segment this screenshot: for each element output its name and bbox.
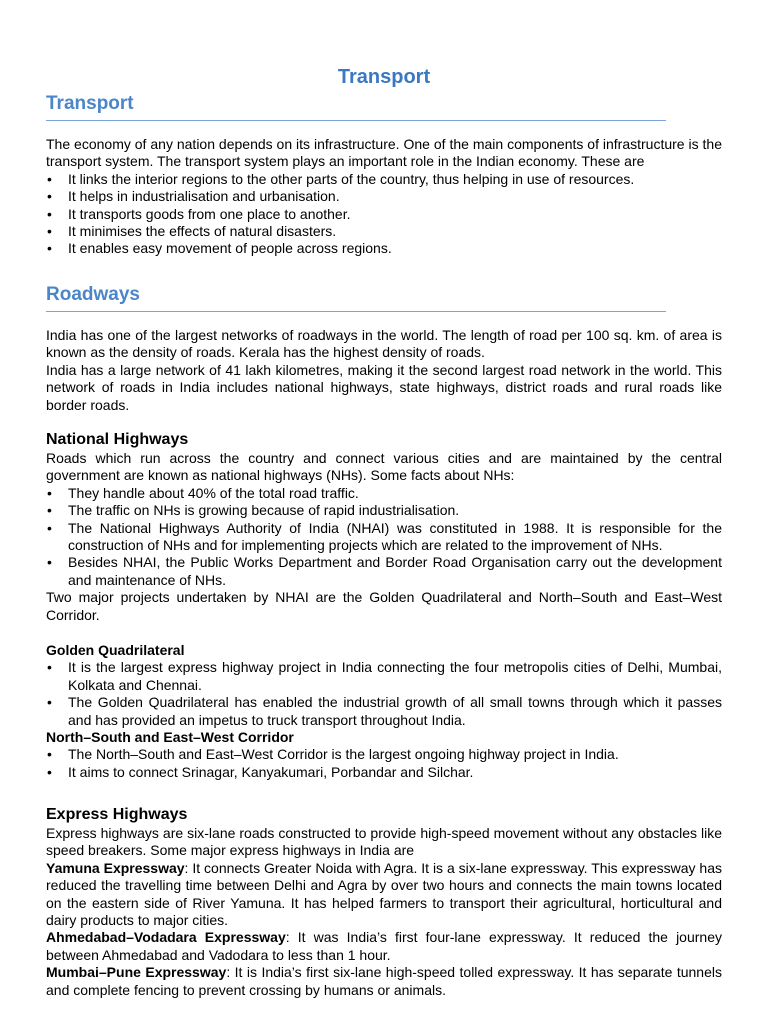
list-item: • They handle about 40% of the total road traffic. (46, 485, 722, 502)
document-title: Transport (337, 66, 431, 88)
list-item: • It transports goods from one place to another. (46, 206, 722, 223)
expressway-name: Mumbai–Pune Expressway (46, 964, 227, 981)
roadways-paragraph-2: India has a large network of 41 lakh kilometres, making it the second largest road network in the world. This network of roads in India includes national highways, state highways, district roads and rural roads like border roads. (46, 361, 722, 413)
transport-bullet-list (46, 171, 722, 258)
golden-quadrilateral-heading: Golden Quadrilateral (46, 642, 185, 658)
national-highways-bullet-list (46, 485, 722, 589)
corridor-bullet-list (46, 746, 722, 781)
express-highways-intro: Express highways are six-lane roads constructed to provide high-speed movement without any obstacles like speed breakers. Some major express highways in India are (46, 825, 722, 859)
corridor-heading: North–South and East–West Corridor (46, 729, 294, 746)
list-item: • It enables easy movement of people across regions. (46, 240, 722, 257)
list-item: • Besides NHAI, the Public Works Department and Border Road Organisation carry out the development and maintenance of NHs. (46, 554, 722, 589)
expressway-name: Yamuna Expressway (46, 859, 185, 876)
expressway-ahmedabad-vadodara (46, 929, 722, 964)
list-item: • It helps in industrialisation and urbanisation. (46, 188, 722, 205)
list-item: • It links the interior regions to the other parts of the country, thus helping in use of resources. (46, 171, 722, 188)
expressway-description: : It is India’s first six-lane high-speed tolled expressway. It has separate tunnels and complete fencing to prevent crossing by humans or animals. (46, 964, 722, 998)
expressway-yamuna (46, 860, 722, 930)
list-item: • The North–South and East–West Corridor is the largest ongoing highway project in India. (46, 746, 722, 763)
express-highways-section (46, 805, 722, 999)
transport-heading: Transport (46, 93, 666, 121)
golden-quadrilateral-section (46, 642, 722, 781)
list-item: • The traffic on NHs is growing because of rapid industrialisation. (46, 502, 722, 519)
expressway-mumbai-pune (46, 964, 722, 999)
expressway-description: : It connects Greater Noida with Agra. It is a six-lane expressway. This expressway has reduced the travelling time between Delhi and Agra by over two hours and connects the main towns located on the eastern side of River Yamuna. It has helped farmers to transport their agricultural, horticultural and dairy products to major cities. (46, 859, 722, 929)
list-item: • It minimises the effects of natural disasters. (46, 223, 722, 240)
roadways-section (46, 284, 722, 414)
list-item: • It is the largest express highway project in India connecting the four metropolis cities of Delhi, Mumbai, Kolkata and Chennai. (46, 659, 722, 694)
national-highways-section (46, 430, 722, 624)
list-item: • It aims to connect Srinagar, Kanyakumari, Porbandar and Silchar. (46, 764, 722, 781)
list-item: • The Golden Quadrilateral has enabled the industrial growth of all small towns through which it passes and has provided an impetus to truck transport throughout India. (46, 694, 722, 729)
expressway-name: Ahmedabad–Vodadara Expressway (46, 929, 286, 946)
national-highways-outro: Two major projects undertaken by NHAI are the Golden Quadrilateral and North–South and East–West Corridor. (46, 589, 722, 623)
list-item: • The National Highways Authority of India (NHAI) was constituted in 1988. It is responsible for the construction of NHs and for implementing projects which are related to the improvement of NHs. (46, 520, 722, 555)
transport-section (46, 93, 722, 258)
golden-quadrilateral-bullet-list (46, 659, 722, 729)
roadways-heading: Roadways (46, 284, 666, 312)
national-highways-heading: National Highways (46, 431, 189, 448)
expressway-description: : It was India’s first four-lane expressway. It reduced the journey between Ahmedabad and Vadodara to less than 1 hour. (46, 929, 722, 963)
express-highways-heading: Express Highways (46, 806, 188, 823)
roadways-paragraph-1: India has one of the largest networks of roadways in the world. The length of road per 100 sq. km. of area is known as the density of roads. Kerala has the highest density of roads. (46, 327, 722, 361)
transport-intro: The economy of any nation depends on its infrastructure. One of the main components of infrastructure is the transport system. The transport system plays an important role in the Indian economy. These are (46, 136, 722, 170)
national-highways-intro: Roads which run across the country and connect various cities and are maintained by the central government are known as national highways (NHs). Some facts about NHs: (46, 450, 722, 484)
